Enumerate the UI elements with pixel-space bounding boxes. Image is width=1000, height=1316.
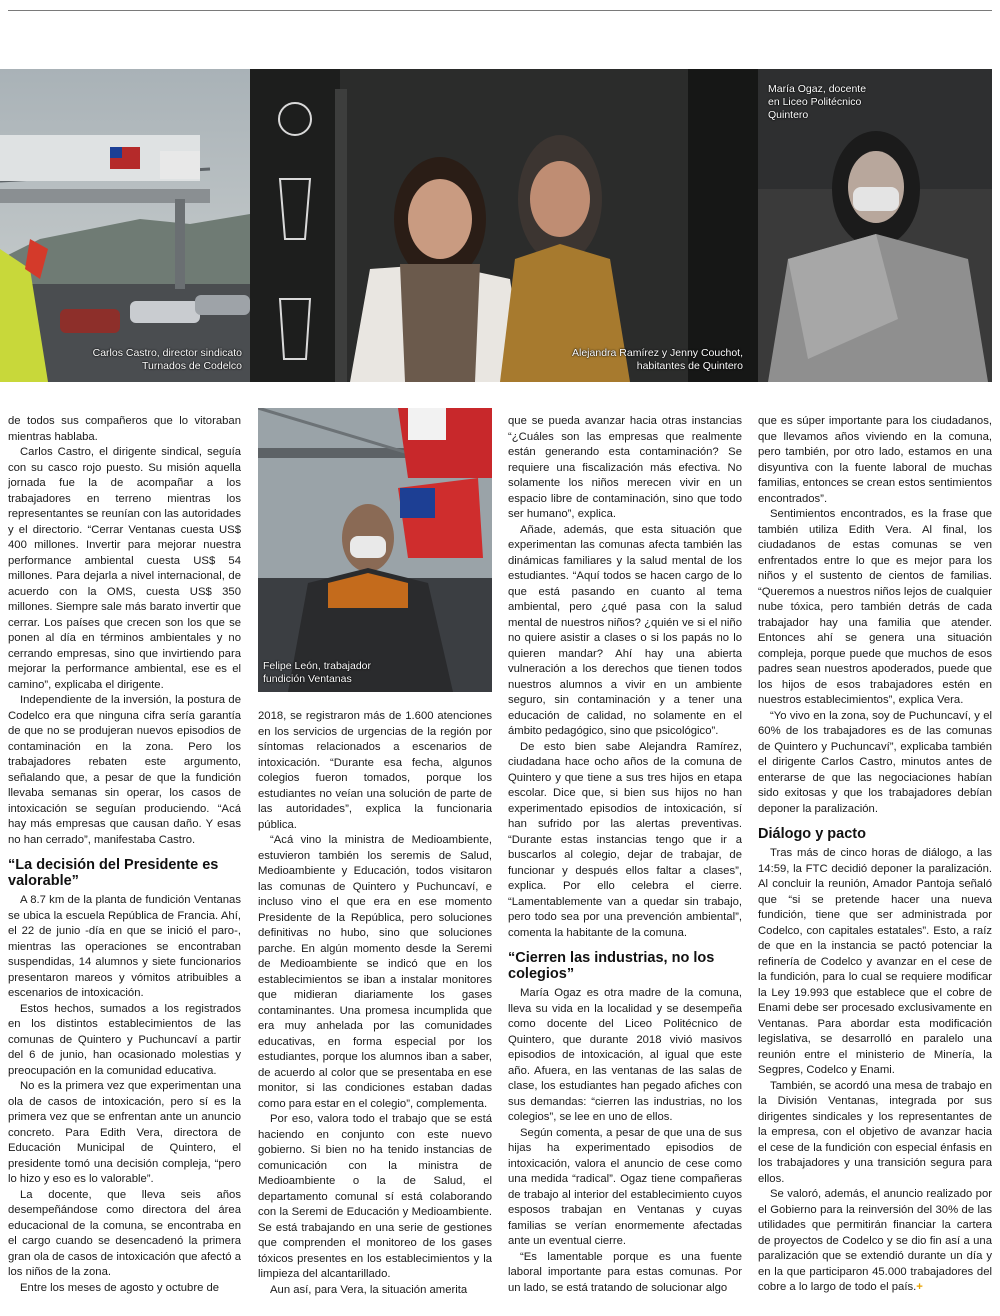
paragraph: [758, 1187, 992, 1296]
subheading-cierren-industrias: “Cierren las industrias, no los colegios”: [508, 950, 715, 982]
subheading-decision-presidente: “La decisión del Presidente es valorable”: [8, 857, 219, 889]
caption-maria-ogaz: María Ogaz, docente en Liceo Politécnico Quintero: [768, 83, 867, 121]
paragraph: Tras más de cinco horas de diálogo, a las 14:59, la FTC decidió deponer la paralización. Al concluir la reunión, Amador Pantoja señaló que “si se pretende hacer una nueva fundición, tiene que ser administrada por Codelco, con capitales estatales”. Esto, a raíz de que en la instancia se pactó potenciar la refinería de Codelco y avanzar en el cese de la fundición, para lo cual se requiere modificar la Ley 19.993 que establece que el cobre de Enami debe ser procesado exclusivamente en Ventanas. Para abordar esta modificación legislativa, se desarrolló en paralelo una reunión entre el ministerio de Minería, la Segpres, Codelco y Enami.: [758, 847, 992, 1076]
paragraph: Entre los meses de agosto y octubre de: [20, 1281, 220, 1294]
photo-alejandra-jenny: [250, 69, 758, 382]
paragraph: Carlos Castro, el dirigente sindical, seguía con su casco rojo puesto. Su misión aquella jornada fue la de acompañar a los trabajadores en terreno mientras los representantes se reunían con las autoridades y el directorio. “Cerrar Ventanas cuesta US$ 400 millones. Invertir para mejorar nuestra performance ambiental cuesta US$ 54 millones. Para dejarla a nivel internacional, de acuerdo con la OMS, cuesta US$ 350 millones. Siempre sale más barato invertir que cerrar. Los países que crecen son los que se ponen al día en términos ambientales y no cerrando empresas, sino que invirtiendo para mejorar la performance ambiental, ese es el camino”, explicaba el dirigente.: [8, 446, 241, 691]
photo-felipe-leon: [258, 408, 492, 692]
paragraph: que es súper importante para los ciudadanos, que llevamos años viviendo en la comuna, pero también, por otro lado, estamos en una disyuntiva con la fuente laboral de muchas familias, entonces se crean estos sentimientos encontrados”.: [758, 415, 992, 505]
paragraph: Sentimientos encontrados, es la frase que también utiliza Edith Vera. Al final, los ciudadanos de estas comunas se ven enfrentados entre lo que es mejor para los niños y el sustento de cientos de familias. “Queremos a nuestros niños lejos de cualquier nube tóxica, pero también detrás de cada trabajador hay una familia que atender. Entonces ahí se genera una situación compleja, porque puede que muchos de esos padres sean nuestros apoderados, puede que los hijos de esos trabajadores estén en nuestros establecimientos”, explica Vera.: [758, 508, 992, 706]
paragraph: Aun así, para Vera, la situación amerita: [270, 1283, 468, 1296]
paragraph: Independiente de la inversión, la postura de Codelco era que ninguna cifra sería garantía de que no se produjeran nuevos episodios de contaminación en la zona. Pero los trabajadores rebaten este argumento, señalando que, a pesar de que la fundición llevaba semanas sin operar, los casos de intoxicación se seguían produciendo. “Acá hay más empresas que causan daño. Y esas no han cerrado”, manifestaba Castro.: [8, 694, 241, 846]
caption-alejandra-jenny: Alejandra Ramírez y Jenny Couchot, habitantes de Quintero: [572, 347, 743, 372]
paragraph: Estos hechos, sumados a los registrados en los distintos establecimientos de las comunas de Quintero y Puchuncaví a partir del 6 de junio, han ocasionado molestias y preocupación en la comunidad educativa.: [8, 1002, 241, 1077]
paragraph: Por eso, valora todo el trabajo que se está haciendo en conjunto con este nuevo gobierno. Si bien no ha tenido instancias de comunicación con la ministra de Medioambiente o la de Salud, el departamento comunal sí está colaborando con la Seremi de Educación y Medioambiente. Se está trabajando en una serie de gestiones que comprenden el monitoreo de los gases tóxicos presentes en los establecimientos y la limpieza del alcantarillado.: [258, 1113, 492, 1280]
end-mark-icon: +: [916, 1281, 923, 1293]
paragraph: No es la primera vez que experimentan una ola de casos de intoxicación, pero sí es la primera vez que se enfrentan ante un anuncio concreto. Para Edith Vera, directora de Educación Municipal de Quintero, el presidente tomó una decisión compleja, “pero lo hizo y eso es lo valorable”.: [8, 1080, 241, 1185]
paragraph: 2018, se registraron más de 1.600 atenciones en los servicios de urgencias de la región por síntomas relacionados a escenarios de intoxicación. “Durante esa fecha, algunos colegios fueron tomados, porque los estudiantes no veían una solución de parte de las autoridades”, explica la funcionaria pública.: [258, 710, 492, 831]
subheading-dialogo-pacto: Diálogo y pacto: [758, 826, 866, 842]
article-column-3: [508, 414, 742, 1316]
paragraph: de todos sus compañeros que lo vitoraban mientras hablaba.: [8, 415, 241, 443]
paragraph: que se pueda avanzar hacia otras instancias “¿Cuáles son las empresas que realmente están generando esta contaminación? Se requiere una fiscalización más efectiva. No solamente los niños merecen vivir en un espacio libre de contaminación, sino que todo ser humano”, explica.: [508, 415, 742, 520]
paragraph: De esto bien sabe Alejandra Ramírez, ciudadana hace ocho años de la comuna de Quintero y que tiene a sus tres hijos en etapa escolar. Dice que, si bien sus hijos no han experimentado episodios de intoxicación, sí han sufrido por las alertas preventivas. “Durante estas instancias tengo que ir a buscarlos al colegio, dejar de trabajar, de funcionar y después ellos faltar a clases”, explica. Por ello celebra el cierre. “Lamentablemente van a quedar sin trabajo, pero todo sea por una prevención ambiental”, comenta la habitante de la comuna.: [508, 740, 742, 939]
paragraph: “Acá vino la ministra de Medioambiente, estuvieron también los seremis de Salud, Medioambiente y Educación, todos visitaron las comunas de Quintero y Puchuncaví, e incluso vino el que era en ese momento Presidente de la República, pero soluciones definitivas no hubo, sino que soluciones parche. En algún momento desde la Seremi de Medioambiente se indicó que en los establecimientos se iban a instalar monitores que midieran diariamente los gases contaminantes. Una promesa incumplida que era muy anhelada por las comunidades educativas, en forma especial por los estudiantes, porque los alumnos iban a saber, de acuerdo al color que se presentaba en ese monitor, si las condiciones estaban dadas como para estar en el colegio”, complementa.: [258, 834, 492, 1110]
article-column-2: [258, 709, 492, 1316]
photo-carlos-castro: [0, 69, 250, 382]
paragraph: “Yo vivo en la zona, soy de Puchuncaví, y el 60% de los trabajadores es de las comunas de Quintero y Puchuncaví”, explicaba también el dirigente Carlos Castro, minutos antes de enterarse de que las negociaciones habían sido exitosas y que los trabajadores debían deponer la paralización.: [758, 709, 992, 815]
paragraph: María Ogaz es otra madre de la comuna, lleva su vida en la localidad y se desempeña como docente del Liceo Politécnico de Quintero, que durante 2018 vivió masivos episodios de intoxicación, al igual que este año. Afuera, en las ventanas de las salas de clase, los estudiantes han pegado afiches con sus demandas: “cierren las industrias, no los colegios”, se lee en uno de ellos.: [508, 987, 742, 1123]
paragraph: Según comenta, a pesar de que una de sus hijas ha experimentado episodios de intoxicación, valora el anuncio de cese como una medida “radical”. Ogaz tiene compañeras de trabajo al interior del establecimiento cuyos esposos trabajan en Ventanas y cuyas familias se verían enormemente afectadas ante un eventual cierre.: [508, 1126, 742, 1247]
paragraph: Añade, además, que esta situación que experimentan las comunas afecta también las dinámicas familiares y la salud mental de los estudiantes. “Aquí todos se hacen cargo de lo que está pasando en cuanto al tema ambiental, pero ¿qué pasa con la salud mental de nuestros niños? ¿quién ve si el niño no quiere asistir a clases o si los papás no lo quieren mandar? Ahí hay una abierta vulneración a los derechos que tienen todos nuestros alumnos a vivir en un ambiente seguro, sin contaminación y a tener una educación de calidad, no solamente en el ámbito pedagógico, sino que psicológico”.: [508, 523, 742, 737]
caption-carlos-castro: Carlos Castro, director sindicato Turnados de Codelco: [92, 347, 242, 372]
caption-felipe-leon: Felipe León, trabajador fundición Ventanas: [263, 660, 371, 685]
article-column-4: [758, 414, 992, 1316]
top-rule: [8, 10, 992, 11]
paragraph: También, se acordó una mesa de trabajo en la División Ventanas, integrada por sus dirigentes sindicales y los representantes de la empresa, con el objetivo de avanzar hacia el cese de la fundición con especial énfasis en los trabajadores y una transición segura para ellos.: [758, 1079, 992, 1185]
paragraph: A 8.7 km de la planta de fundición Ventanas se ubica la escuela República de Francia. Ahí, el 22 de junio -día en que se inició el paro-, mientras las operaciones se encontraban suspendidas, 14 alumnos y siete funcionarios presentaron mareos y vómitos atribuibles a escenarios de intoxicación.: [8, 894, 241, 999]
paragraph-text: Se valoró, además, el anuncio realizado por el Gobierno para la reinversión del 30% de las utilidades que permitirán financiar la cartera de proyectos de Codelco y se dio fin así a una paralización que se extendió durante un día y en la que participaron 45.000 trabajadores del cobre a lo largo de todo el país.: [758, 1188, 992, 1293]
paragraph: La docente, que lleva seis años desempeñándose como directora del área educacional de la comuna, se encontraba en el cargo cuando se desencadenó la primera gran ola de casos de intoxicación que afectó a los niños de la zona.: [8, 1188, 241, 1278]
article-column-1: [8, 414, 241, 1316]
paragraph: “Es lamentable porque es una fuente laboral importante para estas comunas. Por un lado, se está tratando de solucionar algo: [508, 1250, 742, 1294]
